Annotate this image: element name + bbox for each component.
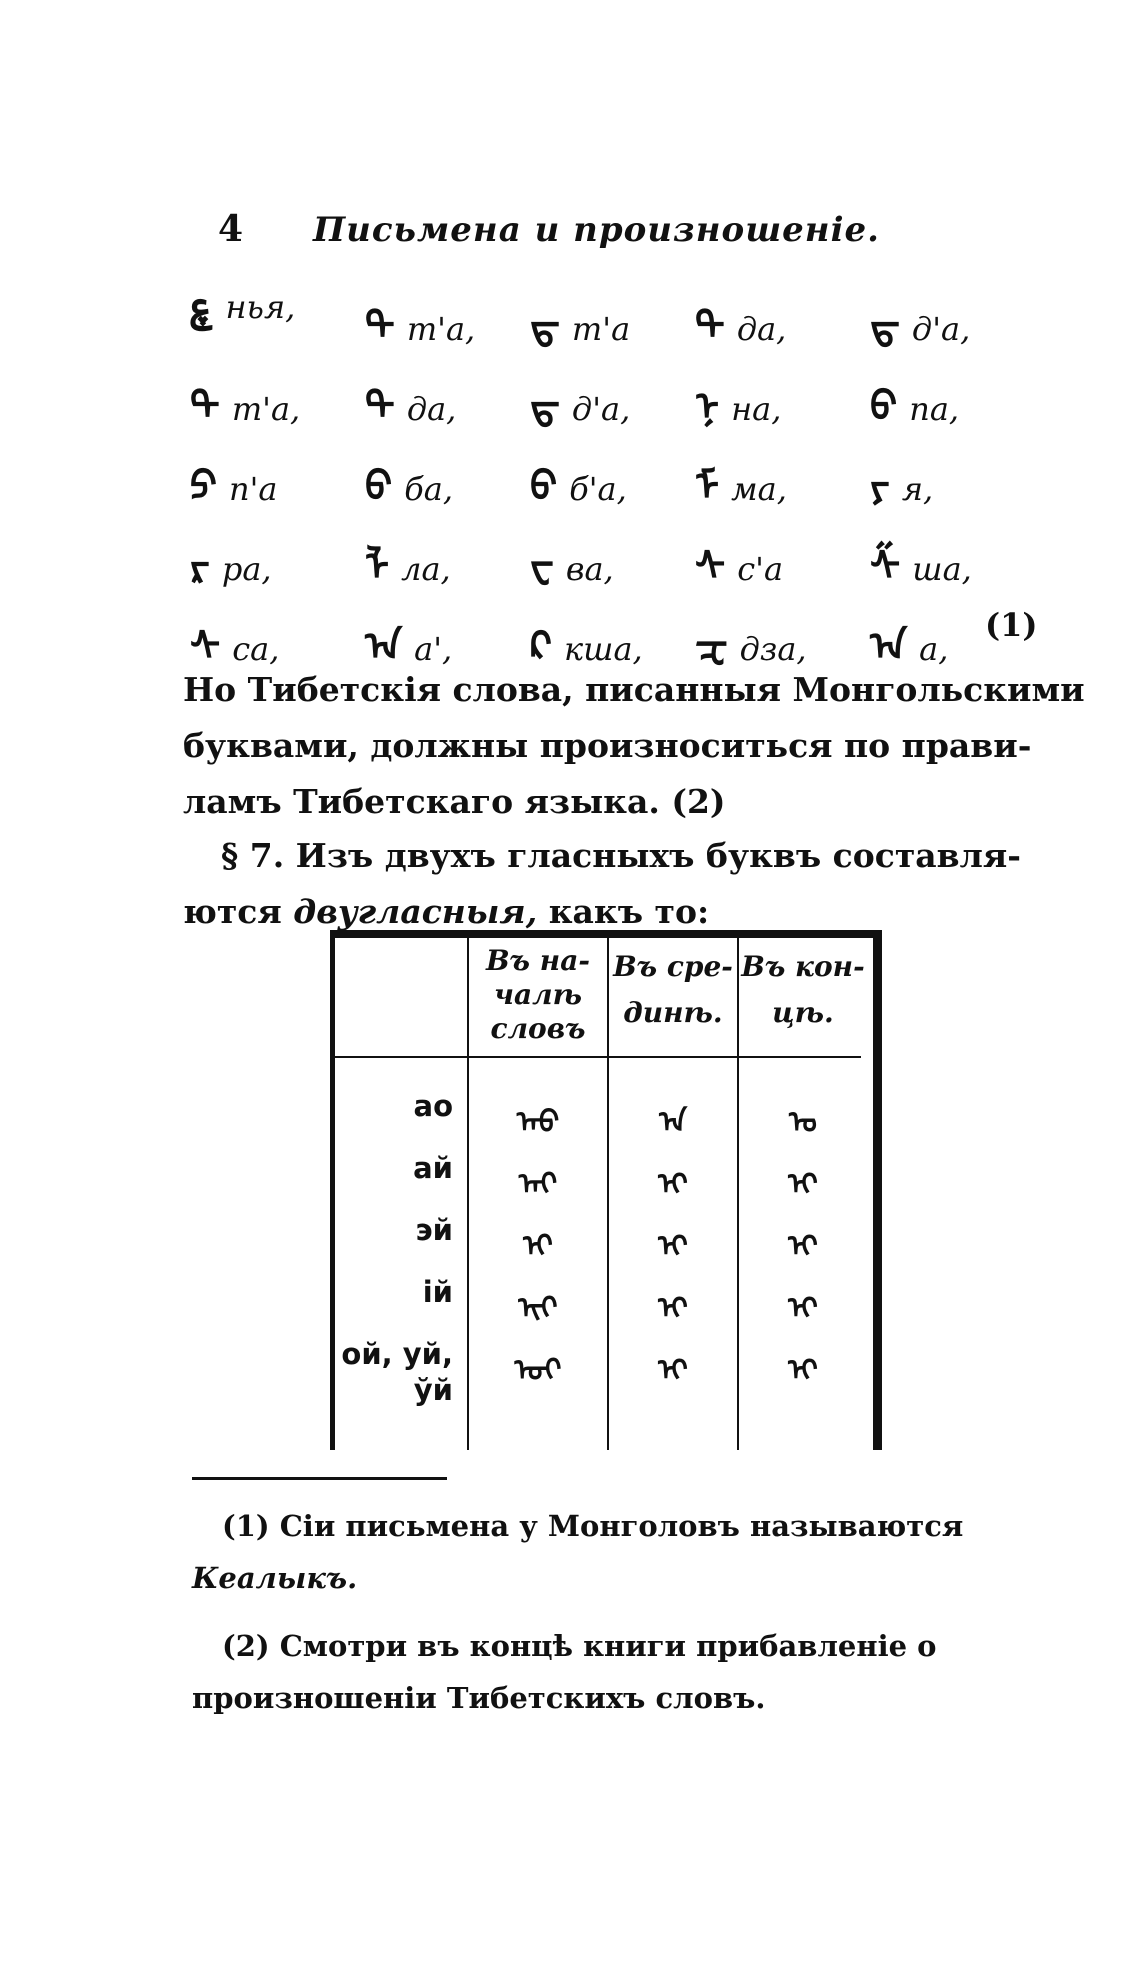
letter-cell xyxy=(695,442,787,512)
mongolian-glyph: ᠲ xyxy=(190,384,220,430)
letter-cell xyxy=(870,442,933,512)
transliteration: т'а, xyxy=(406,310,476,348)
text-segment: какъ то: xyxy=(537,892,710,931)
running-title: Письмена и произношеніе. xyxy=(313,210,880,250)
diphthong-label: ай xyxy=(413,1151,453,1185)
letter-cell xyxy=(530,522,614,592)
footnote-rule xyxy=(192,1477,447,1480)
mongolian-glyph: ᠶ xyxy=(870,464,890,510)
letter-grid xyxy=(190,282,1038,682)
transliteration: па, xyxy=(909,390,960,428)
diphthong-label: ій xyxy=(422,1275,453,1309)
letter-cell xyxy=(365,442,453,512)
mongolian-glyph: ᠷ xyxy=(190,544,210,590)
transliteration: с'а xyxy=(737,550,784,588)
transliteration: п'а xyxy=(229,470,278,508)
footnote-marker: (1) xyxy=(985,606,1038,644)
footnote-text: произношеніи Тибетскихъ словъ. xyxy=(192,1681,766,1715)
transliteration: кша, xyxy=(564,630,643,668)
letter-cell xyxy=(530,442,627,512)
paragraph-line: § 7. Изъ двухъ гласныхъ буквъ составля- xyxy=(221,836,1021,875)
transliteration: ра, xyxy=(221,550,272,588)
mongolian-glyph: ᠠ xyxy=(365,624,403,670)
mongolian-glyph: ᠲ xyxy=(365,304,395,350)
table-header-start: Въ на- чалѣ словъ xyxy=(486,944,590,1045)
footnote-text: (2) Смотри въ концѣ книги прибавленіе о xyxy=(222,1629,937,1663)
transliteration: д'а, xyxy=(571,390,631,428)
letter-cell xyxy=(190,522,272,592)
letter-cell xyxy=(870,362,959,432)
glyph-initial: ᠡᠢ xyxy=(523,1229,553,1264)
mongolian-glyph: ᠳ xyxy=(530,304,560,350)
running-header xyxy=(218,208,1018,258)
glyph-final: ᠢ xyxy=(788,1353,818,1388)
paragraph-line: ламъ Тибетскаго языка. (2) xyxy=(183,782,726,821)
table-header-rule xyxy=(335,1056,861,1058)
transliteration: да, xyxy=(406,390,457,428)
glyph-initial: ᠠᠣ xyxy=(516,1105,560,1140)
table-header-middle: Въ сре- динѣ. xyxy=(613,950,733,1029)
mongolian-glyph: ᠱ xyxy=(870,544,901,590)
transliteration: да, xyxy=(736,310,787,348)
letter-cell xyxy=(190,282,295,328)
letter-row xyxy=(190,282,1030,362)
mongolian-glyph: ᠲ xyxy=(695,304,725,350)
glyph-initial: ᠢᠢ xyxy=(518,1291,558,1326)
letter-cell xyxy=(365,362,456,432)
paragraph-tibetan-words xyxy=(183,662,1085,830)
mongolian-glyph: ᠮ xyxy=(695,464,720,510)
transliteration: а, xyxy=(919,630,949,668)
transliteration: нья, xyxy=(225,288,296,326)
glyph-medial: ᠢ xyxy=(658,1229,688,1264)
transliteration: ма, xyxy=(731,470,787,508)
table-header-end: Въ кон- цѣ. xyxy=(741,950,865,1029)
transliteration: ба, xyxy=(404,470,453,508)
mongolian-glyph: ᠫ xyxy=(190,464,217,510)
glyph-final: ᠢ xyxy=(788,1229,818,1264)
letter-cell xyxy=(870,522,972,592)
letter-cell xyxy=(870,282,970,352)
mongolian-glyph: ᠺ xyxy=(530,624,553,670)
mongolian-glyph: ᠯ xyxy=(365,544,390,590)
glyph-final: ᠢ xyxy=(788,1291,818,1326)
transliteration: ла, xyxy=(401,550,451,588)
letter-cell xyxy=(695,362,781,432)
letter-cell xyxy=(530,362,630,432)
glyph-initial: ᠣᠢ xyxy=(514,1353,562,1388)
term-diphthongs: двугласныя, xyxy=(293,892,538,931)
letter-cell xyxy=(695,522,783,592)
glyph-medial: ᠢ xyxy=(658,1291,688,1326)
mongolian-glyph: ᠪ xyxy=(870,384,898,430)
mongolian-glyph: ᠳ xyxy=(870,304,900,350)
diphthong-label: эй xyxy=(415,1213,453,1247)
transliteration: я, xyxy=(901,470,934,508)
diphthong-label: ао xyxy=(413,1089,453,1123)
glyph-medial: ᠢ xyxy=(658,1167,688,1202)
transliteration: т'а xyxy=(571,310,631,348)
letter-cell xyxy=(190,362,300,432)
letter-cell xyxy=(365,282,475,352)
mongolian-glyph: ᠸ xyxy=(530,544,554,590)
letter-cell xyxy=(695,282,786,352)
transliteration: са, xyxy=(232,630,280,668)
footnote-text: (1) Сіи письмена у Монголовъ называются xyxy=(222,1509,964,1543)
page-number: 4 xyxy=(218,208,244,250)
footnote-1 xyxy=(192,1500,1028,1604)
footnote-term: Кеалыкъ. xyxy=(192,1561,358,1595)
paragraph-line: буквами, должны произноситься по прави- xyxy=(183,726,1032,765)
letter-row xyxy=(190,442,1030,522)
mongolian-glyph: ᠳ xyxy=(530,384,560,430)
transliteration: т'а, xyxy=(231,390,301,428)
glyph-medial: ᠠ xyxy=(659,1105,687,1140)
letter-cell xyxy=(190,442,277,512)
transliteration: дза, xyxy=(739,630,807,668)
glyph-initial: ᠠᠢ xyxy=(518,1167,558,1202)
mongolian-glyph: ᠪ xyxy=(530,464,558,510)
mongolian-glyph: ᠰ xyxy=(695,544,726,590)
mongolian-glyph: ᠽ xyxy=(695,624,728,670)
glyph-final: ᠢ xyxy=(788,1167,818,1202)
mongolian-glyph: ᠠ xyxy=(870,624,908,670)
letter-cell xyxy=(365,522,451,592)
transliteration: ва, xyxy=(565,550,614,588)
mongolian-glyph: ᠪ xyxy=(365,464,393,510)
footnote-2 xyxy=(192,1620,1028,1724)
transliteration: б'а, xyxy=(569,470,627,508)
mongolian-glyph: ᠨ xyxy=(695,384,720,430)
transliteration: ша, xyxy=(912,550,972,588)
transliteration: а', xyxy=(414,630,453,668)
transliteration: на, xyxy=(731,390,782,428)
glyph-medial: ᠢ xyxy=(658,1353,688,1388)
diphthong-table xyxy=(330,930,882,1450)
glyph-final: ᠣ xyxy=(789,1105,817,1140)
mongolian-glyph: ᠰ xyxy=(190,624,221,670)
transliteration: д'а, xyxy=(911,310,971,348)
paragraph-line: Но Тибетскія слова, писанныя Монгольскими xyxy=(183,670,1085,709)
diphthong-label: ой, уй, ўй xyxy=(341,1337,453,1407)
letter-row xyxy=(190,522,1030,602)
letter-row xyxy=(190,362,1030,442)
paragraph-section-7 xyxy=(183,828,1028,940)
mongolian-glyph: ᠲ xyxy=(365,384,395,430)
mongolian-glyph: ࢳ xyxy=(190,282,214,328)
text-segment: ются xyxy=(183,892,294,931)
letter-cell xyxy=(530,282,630,352)
